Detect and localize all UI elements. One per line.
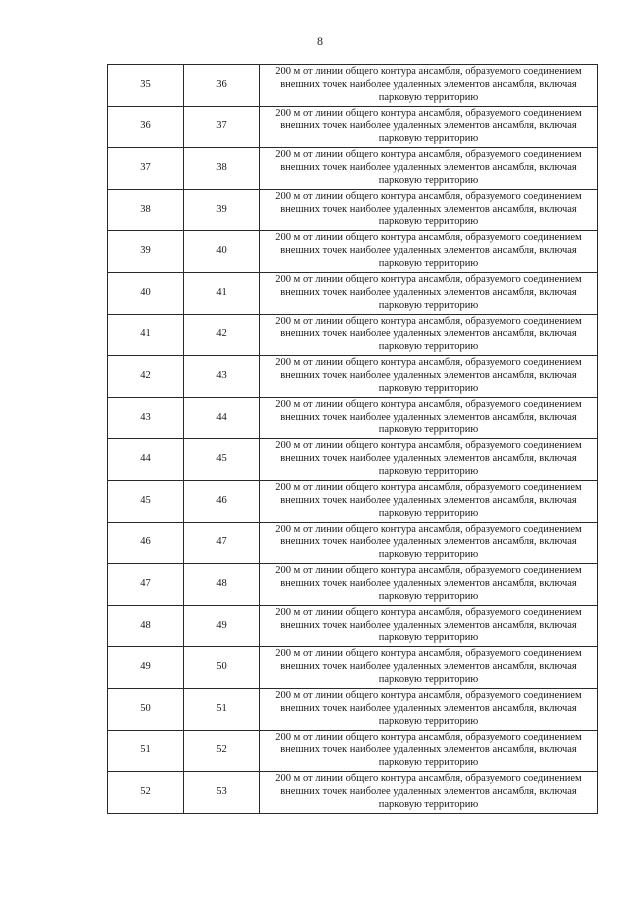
table-row (108, 647, 598, 689)
point-from-cell: 44 (108, 439, 184, 481)
description-cell: 200 м от линии общего контура ансамбля, образуемого соединением внешних точек наиболее удаленных элементов ансамбля, включая парковую территорию (260, 272, 598, 314)
table-row (108, 65, 598, 107)
point-from-cell: 41 (108, 314, 184, 356)
point-to-cell: 45 (184, 439, 260, 481)
description-cell: 200 м от линии общего контура ансамбля, образуемого соединением внешних точек наиболее удаленных элементов ансамбля, включая парковую территорию (260, 522, 598, 564)
point-from-cell: 38 (108, 189, 184, 231)
point-to-cell: 49 (184, 605, 260, 647)
point-to-cell: 44 (184, 397, 260, 439)
table-row (108, 356, 598, 398)
table-row (108, 272, 598, 314)
point-from-cell: 52 (108, 772, 184, 814)
point-from-cell: 47 (108, 564, 184, 606)
boundary-table (107, 64, 598, 814)
table-row (108, 189, 598, 231)
point-from-cell: 36 (108, 106, 184, 148)
point-to-cell: 51 (184, 688, 260, 730)
point-to-cell: 42 (184, 314, 260, 356)
point-from-cell: 50 (108, 688, 184, 730)
page-number: 8 (317, 34, 323, 48)
table-row (108, 564, 598, 606)
table-row (108, 106, 598, 148)
description-cell: 200 м от линии общего контура ансамбля, образуемого соединением внешних точек наиболее удаленных элементов ансамбля, включая парковую территорию (260, 189, 598, 231)
description-cell: 200 м от линии общего контура ансамбля, образуемого соединением внешних точек наиболее удаленных элементов ансамбля, включая парковую территорию (260, 730, 598, 772)
table-row (108, 314, 598, 356)
point-to-cell: 50 (184, 647, 260, 689)
table-row (108, 439, 598, 481)
description-cell: 200 м от линии общего контура ансамбля, образуемого соединением внешних точек наиболее удаленных элементов ансамбля, включая парковую территорию (260, 148, 598, 190)
description-cell: 200 м от линии общего контура ансамбля, образуемого соединением внешних точек наиболее удаленных элементов ансамбля, включая парковую территорию (260, 356, 598, 398)
description-cell: 200 м от линии общего контура ансамбля, образуемого соединением внешних точек наиболее удаленных элементов ансамбля, включая парковую территорию (260, 647, 598, 689)
point-from-cell: 49 (108, 647, 184, 689)
description-cell: 200 м от линии общего контура ансамбля, образуемого соединением внешних точек наиболее удаленных элементов ансамбля, включая парковую территорию (260, 772, 598, 814)
point-to-cell: 36 (184, 65, 260, 107)
point-from-cell: 48 (108, 605, 184, 647)
table-row (108, 148, 598, 190)
point-to-cell: 47 (184, 522, 260, 564)
point-to-cell: 37 (184, 106, 260, 148)
point-from-cell: 35 (108, 65, 184, 107)
point-to-cell: 52 (184, 730, 260, 772)
point-from-cell: 46 (108, 522, 184, 564)
point-to-cell: 46 (184, 480, 260, 522)
point-from-cell: 40 (108, 272, 184, 314)
point-from-cell: 42 (108, 356, 184, 398)
table-row (108, 605, 598, 647)
point-to-cell: 48 (184, 564, 260, 606)
point-to-cell: 53 (184, 772, 260, 814)
description-cell: 200 м от линии общего контура ансамбля, образуемого соединением внешних точек наиболее удаленных элементов ансамбля, включая парковую территорию (260, 605, 598, 647)
point-from-cell: 39 (108, 231, 184, 273)
table-row (108, 397, 598, 439)
point-to-cell: 39 (184, 189, 260, 231)
description-cell: 200 м от линии общего контура ансамбля, образуемого соединением внешних точек наиболее удаленных элементов ансамбля, включая парковую территорию (260, 480, 598, 522)
description-cell: 200 м от линии общего контура ансамбля, образуемого соединением внешних точек наиболее удаленных элементов ансамбля, включая парковую территорию (260, 688, 598, 730)
description-cell: 200 м от линии общего контура ансамбля, образуемого соединением внешних точек наиболее удаленных элементов ансамбля, включая парковую территорию (260, 65, 598, 107)
description-cell: 200 м от линии общего контура ансамбля, образуемого соединением внешних точек наиболее удаленных элементов ансамбля, включая парковую территорию (260, 231, 598, 273)
description-cell: 200 м от линии общего контура ансамбля, образуемого соединением внешних точек наиболее удаленных элементов ансамбля, включая парковую территорию (260, 397, 598, 439)
table-row (108, 522, 598, 564)
point-from-cell: 45 (108, 480, 184, 522)
point-to-cell: 43 (184, 356, 260, 398)
point-from-cell: 37 (108, 148, 184, 190)
point-from-cell: 43 (108, 397, 184, 439)
point-to-cell: 40 (184, 231, 260, 273)
point-from-cell: 51 (108, 730, 184, 772)
table-row (108, 480, 598, 522)
table-row (108, 231, 598, 273)
table-row (108, 772, 598, 814)
point-to-cell: 41 (184, 272, 260, 314)
table-row (108, 730, 598, 772)
point-to-cell: 38 (184, 148, 260, 190)
description-cell: 200 м от линии общего контура ансамбля, образуемого соединением внешних точек наиболее удаленных элементов ансамбля, включая парковую территорию (260, 106, 598, 148)
description-cell: 200 м от линии общего контура ансамбля, образуемого соединением внешних точек наиболее удаленных элементов ансамбля, включая парковую территорию (260, 564, 598, 606)
table-row (108, 688, 598, 730)
description-cell: 200 м от линии общего контура ансамбля, образуемого соединением внешних точек наиболее удаленных элементов ансамбля, включая парковую территорию (260, 439, 598, 481)
description-cell: 200 м от линии общего контура ансамбля, образуемого соединением внешних точек наиболее удаленных элементов ансамбля, включая парковую территорию (260, 314, 598, 356)
